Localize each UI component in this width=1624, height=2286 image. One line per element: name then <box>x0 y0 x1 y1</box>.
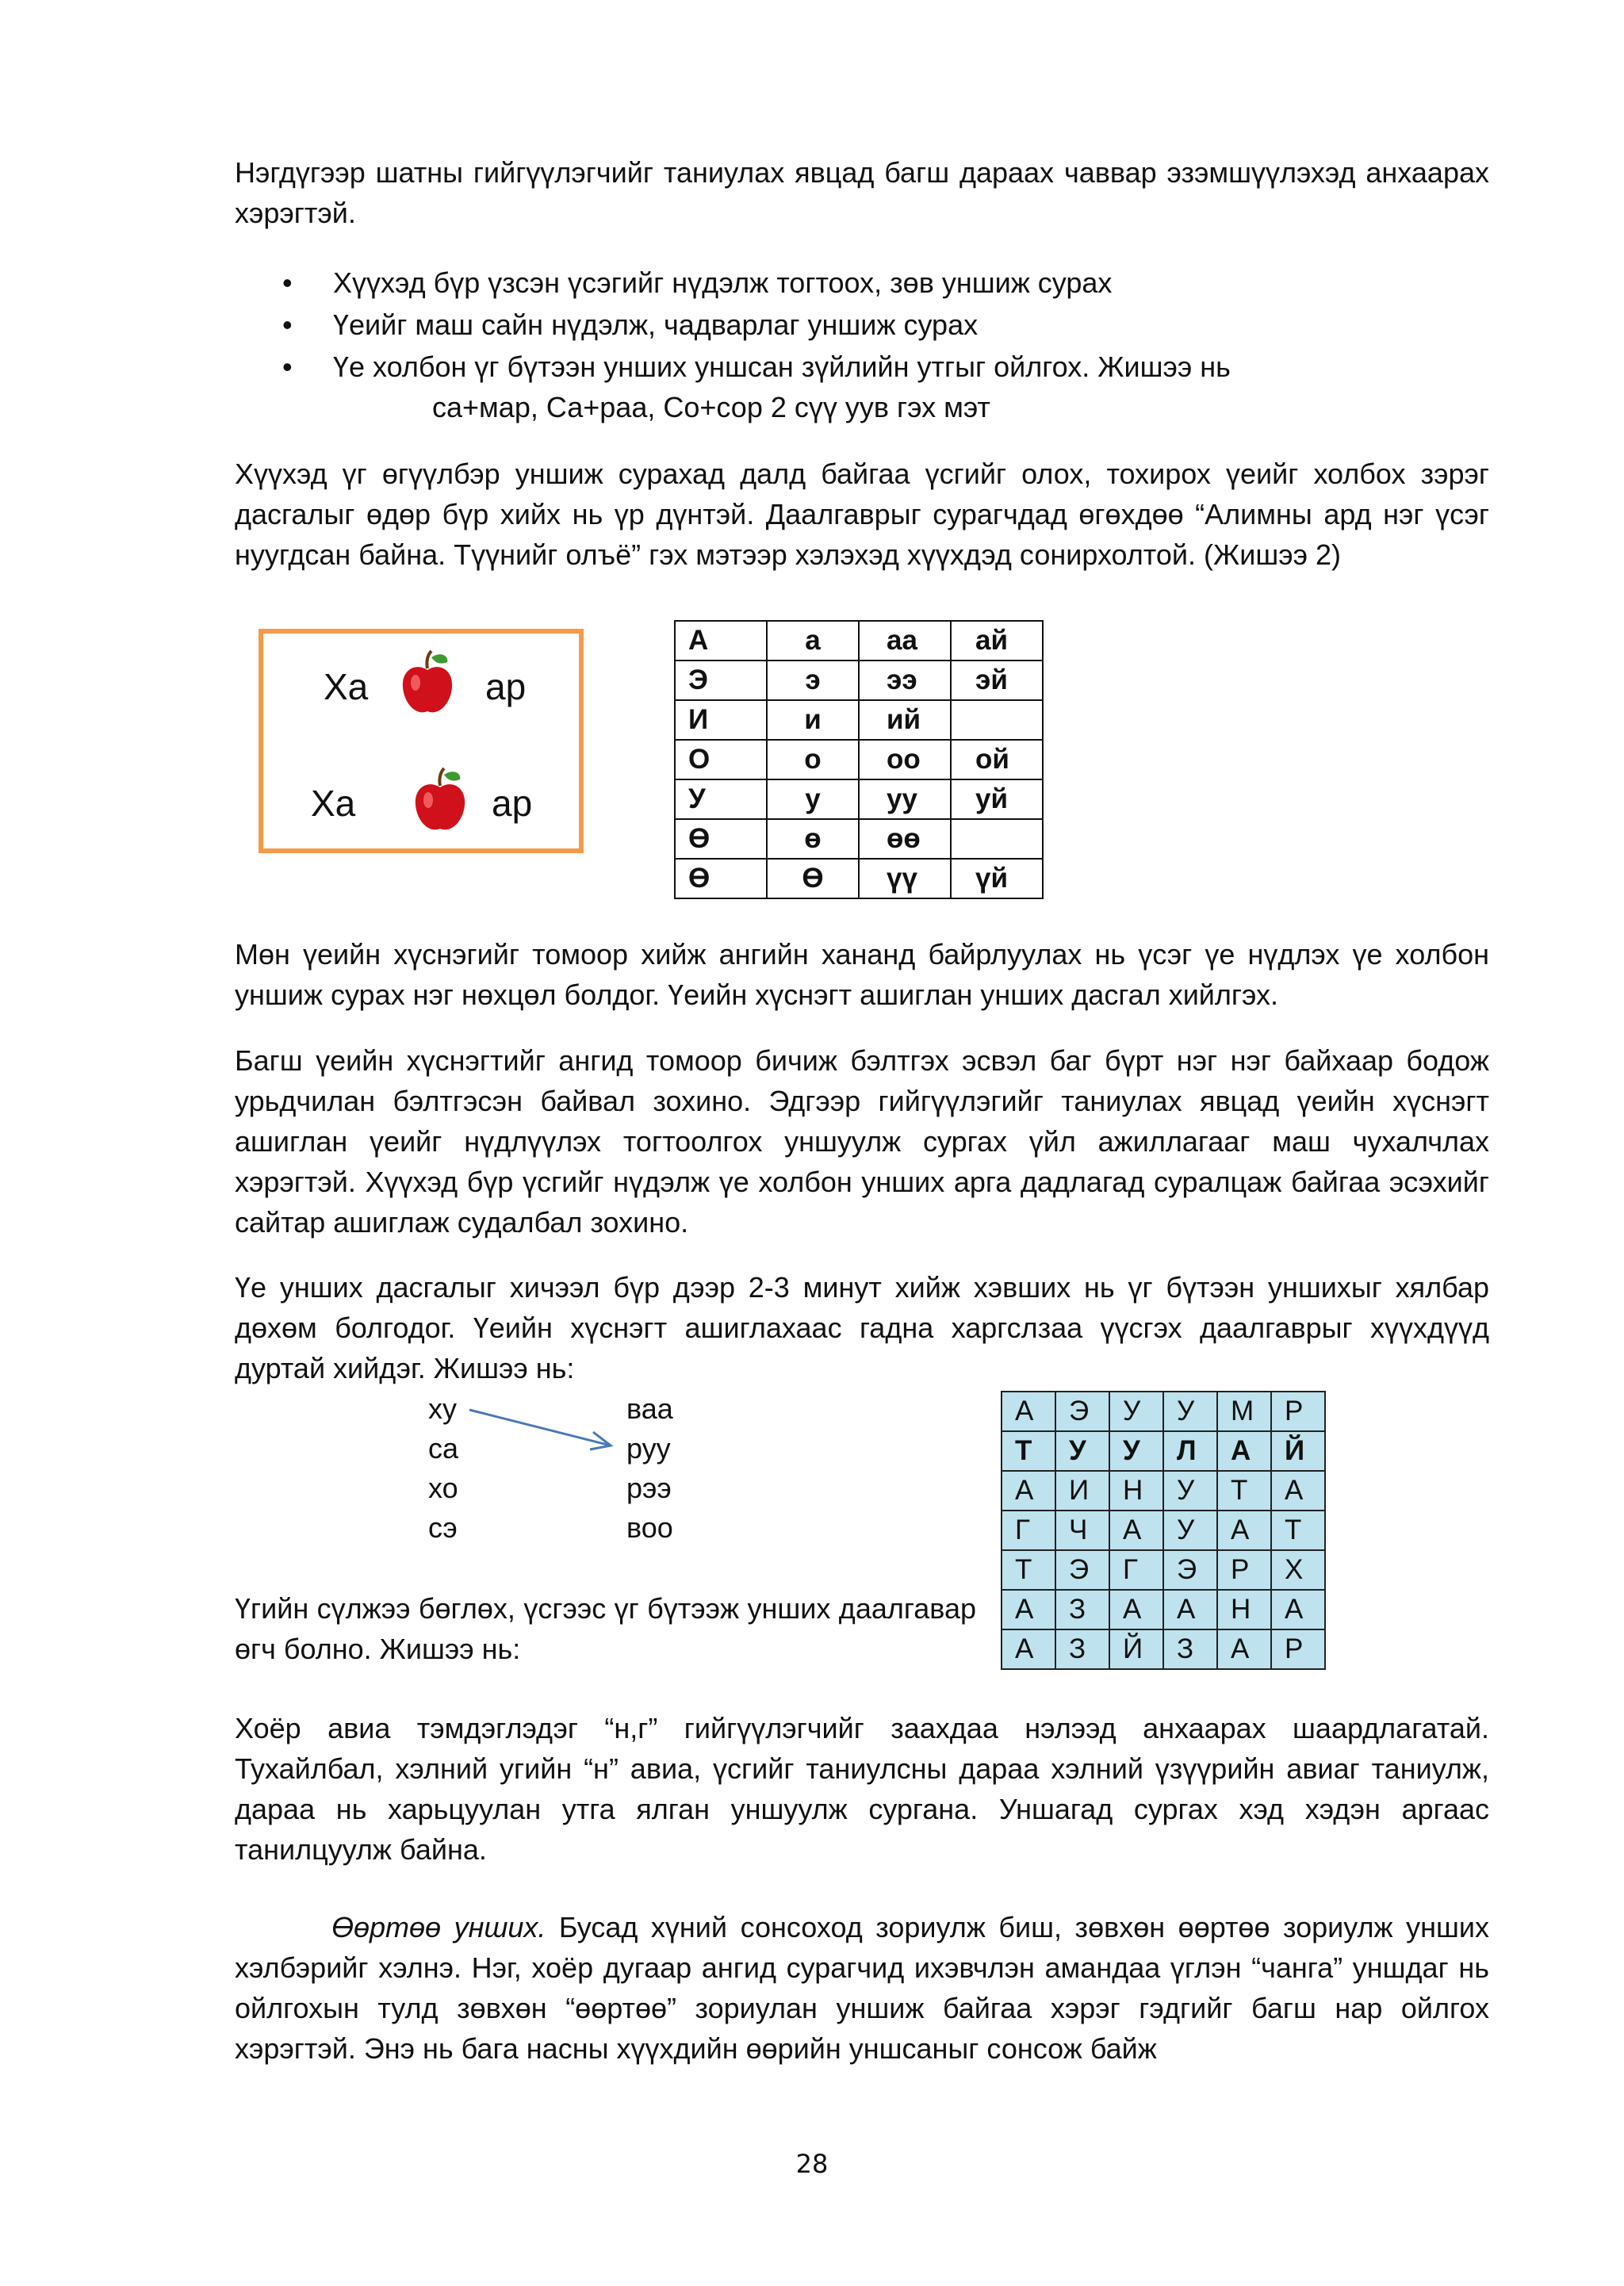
paragraph-word-network: Үгийн сүлжээ бөглөх, үсгээс үг бүтээж унших даалгавар өгч болно. Жишээ нь: <box>235 1592 976 1665</box>
grid-cell: Т <box>1002 1550 1055 1590</box>
table-cell: ө <box>767 819 859 859</box>
grid-cell: А <box>1217 1629 1271 1669</box>
syllable-left-item: хо <box>428 1472 458 1504</box>
table-cell: А <box>675 621 767 661</box>
paragraph-silent-reading <box>235 1907 1489 2069</box>
grid-cell: Р <box>1271 1392 1325 1431</box>
grid-cell: У <box>1163 1392 1217 1431</box>
syllable-right-column <box>626 1389 673 1548</box>
grid-cell: Й <box>1109 1629 1163 1669</box>
bullet-example: са+мар, Са+раа, Со+сор 2 сүү уув гэх мэт <box>432 391 990 423</box>
table-cell: о <box>767 740 859 779</box>
grid-cell: Ч <box>1055 1511 1109 1550</box>
grid-cell: Т <box>1217 1471 1271 1511</box>
table-cell: Э <box>675 661 767 700</box>
paragraph-syllable-chart: Мөн үеийн хүснэгийг томоор хийж ангийн хананд байрлуулах нь үсэг үе нүдлэх үе холбон уншиж сурах нэг нөхцөл болдог. Үеийн хүснэгт ашиглан унших дасгал хийлгэх. <box>235 938 1489 1011</box>
bullet-item <box>235 262 1489 304</box>
syllable-left-item: сэ <box>428 1511 458 1544</box>
table-cell: Ө <box>767 859 859 898</box>
grid-cell: А <box>1217 1431 1271 1471</box>
apple-row2-right: ар <box>492 783 533 824</box>
paragraph-syllable-practice: Үе унших дасгалыг хичээл бүр дээр 2-3 минут хийж хэвших нь үг бүтээн уншихыг хялбар дөхөм болгодог. Үеийн хүснэгт ашиглахаас гадна харгслзаа үүсгэх даалгаврыг хүүхдүүд дуртай хийдэг. Жишээ нь: <box>235 1271 1489 1384</box>
table-cell: и <box>767 700 859 740</box>
grid-cell: У <box>1163 1471 1217 1511</box>
table-cell: эй <box>951 661 1043 700</box>
grid-cell: З <box>1055 1590 1109 1629</box>
syllable-right-item: воо <box>626 1511 673 1544</box>
grid-cell: А <box>1217 1511 1271 1550</box>
bullet-text: Үеийг маш сайн нүдэлж, чадварлаг уншиж сурах <box>333 308 979 341</box>
table-cell: үй <box>951 859 1043 898</box>
paragraph-two-sounds: Хоёр авиа тэмдэглэдэг “н,г” гийгүүлэгчийг заахдаа нэлээд анхаарах шаардлагатай. Тухайлбал, хэлний угийн “н” авиа, үсгийг таниулсны дараа хэлний үзүүрийн авиаг таниулж, дараа нь харьцуулан утга ялган уншуулж сургана. Уншагад сургах хэд хэдэн аргаас танилцуулж байна. <box>235 1712 1489 1866</box>
bullet-item <box>235 346 1489 388</box>
bullet-item <box>235 304 1489 346</box>
table-row <box>1002 1629 1325 1669</box>
matching-arrow-icon <box>466 1405 617 1453</box>
paragraph-hidden-letter: Хүүхэд үг өгүүлбэр уншиж сурахад далд байгаа үсгийг олох, тохирох үеийг холбох зэрэг дасгалыг өдөр бүр хийх нь үр дүнтэй. Даалгаврыг сурагчдад өгөхдөө “Алимны ард нэг үсэг нуугдсан байна. Түүнийг олъё” гэх мэтээр хэлэхэд хүүхдэд сонирхолтой. (Жишээ 2) <box>235 458 1489 571</box>
apple-icon <box>412 767 468 835</box>
table-cell <box>951 700 1043 740</box>
table-cell <box>951 819 1043 859</box>
table-row <box>675 819 1043 859</box>
bullet-dot-icon: • <box>282 350 293 383</box>
table-row <box>1002 1431 1325 1471</box>
grid-cell: А <box>1002 1392 1055 1431</box>
grid-cell: Й <box>1271 1431 1325 1471</box>
grid-cell: Т <box>1271 1511 1325 1550</box>
grid-cell: З <box>1055 1629 1109 1669</box>
grid-cell: А <box>1109 1590 1163 1629</box>
table-cell: ий <box>859 700 951 740</box>
table-cell: уй <box>951 779 1043 819</box>
apple-row1-left: Ха <box>324 666 369 707</box>
paragraph-teacher-prep: Багш үеийн хүснэгтийг ангид томоор бичиж бэлтгэх эсвэл баг бүрт нэг нэг байхаар бодож урьдчилан бэлтгэсэн байвал зохино. Эдгээр гийгүүлэгийг таниулах явцад үеийн хүснэгт ашиглан үеийг нүдлүүлэх тогтоолгох уншуулж сургах үйл ажиллагааг маш чухалчлах хэрэгтэй. Хүүхэд бүр үсгийг нүдэлж үе холбон унших арга дадлагад суралцаж байгаа эсэхийг сайтар ашиглаж судалбал зохино. <box>235 1044 1489 1239</box>
table-cell: аа <box>859 621 951 661</box>
grid-cell: Э <box>1055 1550 1109 1590</box>
bullet-list <box>235 262 1489 388</box>
table-row <box>675 859 1043 898</box>
apple-icon <box>400 649 455 718</box>
table-cell: э <box>767 661 859 700</box>
grid-cell: Э <box>1163 1550 1217 1590</box>
bullet-dot-icon: • <box>282 266 293 299</box>
silent-reading-text: Бусад хүний сонсоход зориулж биш, зөвхөн өөртөө зориулж унших хэлбэрийг хэлнэ. Нэг, хоёр дугаар ангид сурагчид ихэвчлэн амандаа үглэн “чанга” уншдаг нь ойлгохын тулд зөвхөн “өөртөө” зориулан уншиж байгаа хэрэг гэдгийг багш нар ойлгох хэрэгтэй. Энэ нь бага насны хүүхдийн өөрийн уншсаныг сонсож байж <box>235 1911 1490 2065</box>
table-cell: Ө <box>675 819 767 859</box>
table-row <box>675 779 1043 819</box>
grid-cell: Г <box>1109 1550 1163 1590</box>
table-cell: ай <box>951 621 1043 661</box>
table-row <box>1002 1511 1325 1550</box>
grid-cell: А <box>1271 1471 1325 1511</box>
table-cell: У <box>675 779 767 819</box>
table-cell: үү <box>859 859 951 898</box>
syllable-left-item: ху <box>428 1392 457 1425</box>
table-cell: а <box>767 621 859 661</box>
silent-reading-term: Өөртөө унших. <box>331 1911 546 1943</box>
grid-cell: М <box>1217 1392 1271 1431</box>
grid-cell: Х <box>1271 1550 1325 1590</box>
apple-exercise-box <box>259 629 584 853</box>
apple-row1-right: ар <box>485 666 527 707</box>
syllable-right-item: рээ <box>626 1472 672 1504</box>
syllable-right-item: руу <box>626 1432 671 1465</box>
grid-cell: Г <box>1002 1511 1055 1550</box>
grid-cell: А <box>1109 1511 1163 1550</box>
table-cell: ой <box>951 740 1043 779</box>
grid-cell: А <box>1002 1629 1055 1669</box>
vowel-syllable-table <box>674 620 1044 899</box>
table-row <box>1002 1590 1325 1629</box>
grid-cell: А <box>1163 1590 1217 1629</box>
table-cell: оо <box>859 740 951 779</box>
syllable-left-item: са <box>428 1432 459 1465</box>
bullet-dot-icon: • <box>282 308 293 341</box>
grid-cell: Н <box>1217 1590 1271 1629</box>
table-row <box>1002 1550 1325 1590</box>
table-cell: өө <box>859 819 951 859</box>
grid-cell: И <box>1055 1471 1109 1511</box>
grid-cell: А <box>1271 1590 1325 1629</box>
grid-cell: З <box>1163 1629 1217 1669</box>
grid-cell: Э <box>1055 1392 1109 1431</box>
table-row <box>675 740 1043 779</box>
table-row <box>675 700 1043 740</box>
grid-cell: А <box>1002 1471 1055 1511</box>
table-row <box>1002 1471 1325 1511</box>
grid-cell: У <box>1109 1392 1163 1431</box>
table-row <box>1002 1392 1325 1431</box>
table-cell: ээ <box>859 661 951 700</box>
grid-cell: У <box>1163 1511 1217 1550</box>
intro-paragraph: Нэгдүгээр шатны гийгүүлэгчийг таниулах явцад багш дараах чаввар эзэмшүүлэхэд анхаарах хэрэгтэй. <box>235 156 1489 229</box>
page-number: 28 <box>795 2149 829 2179</box>
table-cell: О <box>675 740 767 779</box>
grid-cell: У <box>1055 1431 1109 1471</box>
syllable-left-column <box>428 1389 458 1548</box>
syllable-right-item: ваа <box>626 1392 673 1425</box>
grid-cell: Р <box>1271 1629 1325 1669</box>
table-cell: у <box>767 779 859 819</box>
table-cell: Ө <box>675 859 767 898</box>
grid-cell: Р <box>1217 1550 1271 1590</box>
table-cell: уу <box>859 779 951 819</box>
grid-cell: Н <box>1109 1471 1163 1511</box>
grid-cell: Л <box>1163 1431 1217 1471</box>
table-cell: И <box>675 700 767 740</box>
table-row <box>675 621 1043 661</box>
bullet-text: Үе холбон үг бүтээн унших уншсан зүйлийн утгыг ойлгох. Жишээ нь <box>333 350 1231 383</box>
grid-cell: У <box>1109 1431 1163 1471</box>
grid-cell: Т <box>1002 1431 1055 1471</box>
apple-row2-left: Ха <box>311 783 356 824</box>
letter-grid-puzzle <box>1001 1391 1326 1670</box>
bullet-text: Хүүхэд бүр үзсэн үсэгийг нүдэлж тогтоох, зөв уншиж сурах <box>333 266 1113 299</box>
grid-cell: А <box>1002 1590 1055 1629</box>
table-row <box>675 661 1043 700</box>
